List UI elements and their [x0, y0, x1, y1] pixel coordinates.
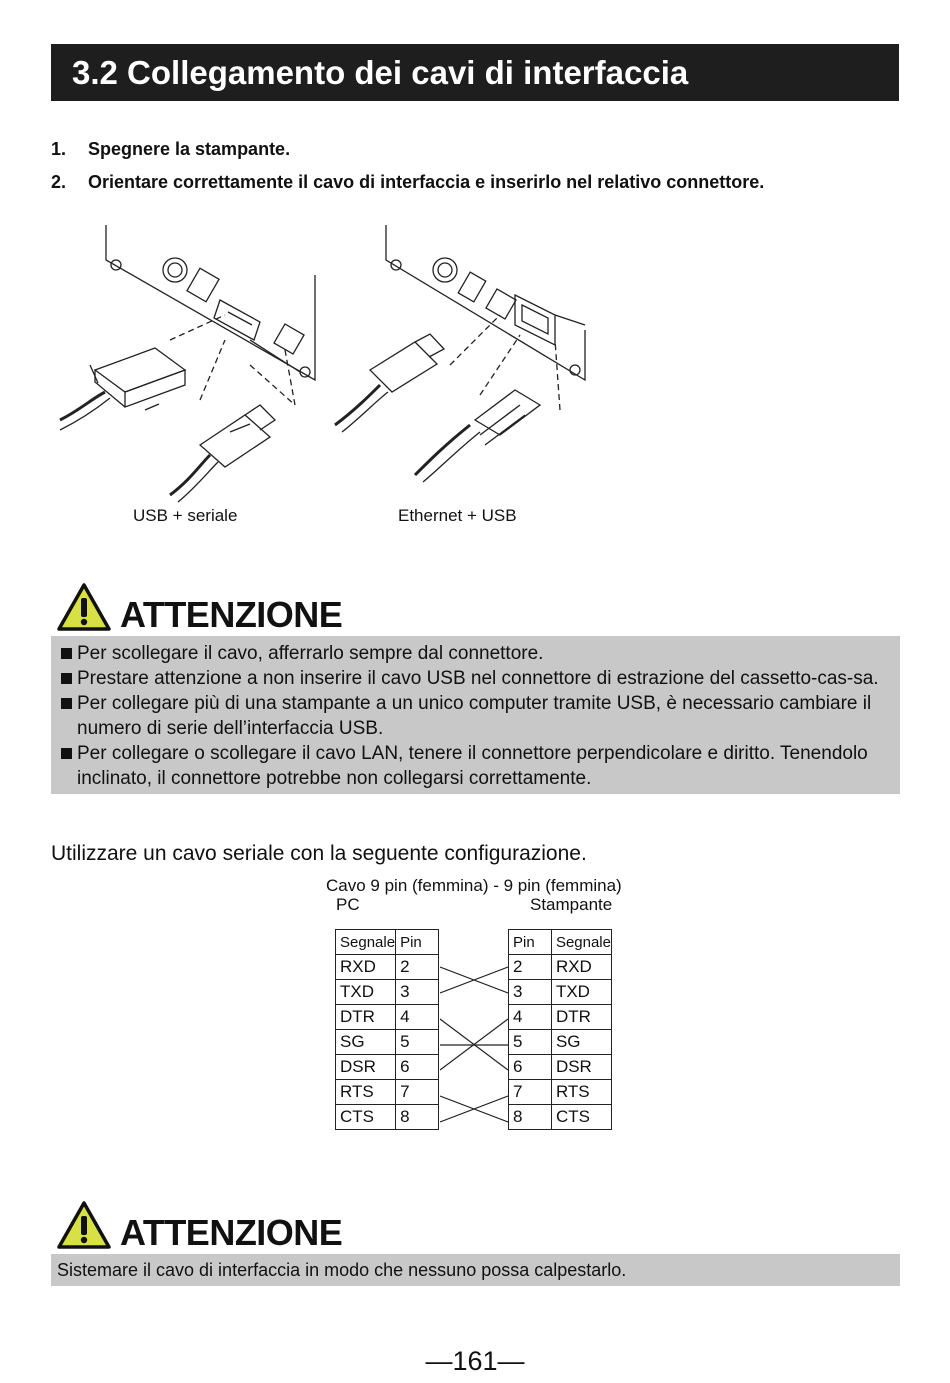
warning-text: Sistemare il cavo di interfaccia in modo che nessuno possa calpestarlo. — [57, 1260, 627, 1280]
table-row: 5 SG — [509, 1030, 612, 1055]
warning-item: Prestare attenzione a non inserire il cavo USB nel connettore di estrazione del cassetto-cas-sa. — [61, 666, 888, 691]
table-row: 2 RXD — [509, 955, 612, 980]
warning-block-1 — [51, 582, 900, 794]
table-row: 6 DSR — [509, 1055, 612, 1080]
left-figure-caption: USB + seriale — [133, 506, 238, 525]
warning-block-2 — [51, 1200, 900, 1286]
warning-title: ATTENZIONE — [120, 594, 343, 635]
warning-triangle-icon — [56, 1200, 112, 1250]
table-row: 7 RTS — [509, 1080, 612, 1105]
warning-item: Per scollegare il cavo, afferrarlo sempre dal connettore. — [61, 641, 888, 666]
table-row: DTR 4 — [336, 1005, 439, 1030]
table-row: SG 5 — [336, 1030, 439, 1055]
col-pin: Pin — [396, 930, 439, 955]
col-pin: Pin — [509, 930, 552, 955]
cable-caption: Cavo 9 pin (femmina) - 9 pin (femmina) — [326, 876, 622, 895]
col-signal: Segnale — [336, 930, 396, 955]
pc-pin-table — [335, 929, 439, 1130]
table-row: 3 TXD — [509, 980, 612, 1005]
page-number: —161— — [425, 1346, 525, 1376]
table-row: RXD 2 — [336, 955, 439, 980]
warning-item: Per collegare o scollegare il cavo LAN, tenere il connettore perpendicolare e diritto. Tenendolo inclinato, il connettore potrebbe non collegarsi correttamente. — [61, 741, 888, 791]
warning-title: ATTENZIONE — [120, 1212, 343, 1253]
table-row: CTS 8 — [336, 1105, 439, 1130]
warning-triangle-icon — [56, 582, 112, 632]
warning-item: Per collegare più di una stampante a un unico computer tramite USB, è necessario cambiare il numero di serie dell’interfaccia USB. — [61, 691, 888, 741]
step-item: 1. Spegnere la stampante. — [51, 139, 291, 159]
wiring-diagram — [440, 955, 508, 1135]
right-figure-caption: Ethernet + USB — [398, 506, 517, 525]
steps-list — [51, 137, 764, 203]
warning-box — [51, 636, 900, 794]
table-row: RTS 7 — [336, 1080, 439, 1105]
usb-serial-illustration — [60, 225, 315, 502]
cable-caption-block — [326, 876, 626, 914]
serial-intro-text: Utilizzare un cavo seriale con la seguente configurazione. — [51, 842, 587, 865]
section-title: 3.2 Collegamento dei cavi di interfaccia — [72, 54, 689, 91]
connection-illustration — [50, 220, 610, 520]
step-item: 2. Orientare correttamente il cavo di interfaccia e inserirlo nel relativo connettore. — [51, 172, 765, 192]
printer-label: Stampante — [530, 895, 613, 914]
pc-label: PC — [336, 895, 360, 914]
warning-box — [51, 1254, 900, 1286]
table-row: DSR 6 — [336, 1055, 439, 1080]
section-header — [51, 44, 899, 101]
ethernet-usb-illustration — [335, 225, 585, 482]
printer-pin-table — [508, 929, 612, 1130]
table-row: TXD 3 — [336, 980, 439, 1005]
table-row: 4 DTR — [509, 1005, 612, 1030]
col-signal: Segnale — [551, 930, 611, 955]
table-row: 8 CTS — [509, 1105, 612, 1130]
